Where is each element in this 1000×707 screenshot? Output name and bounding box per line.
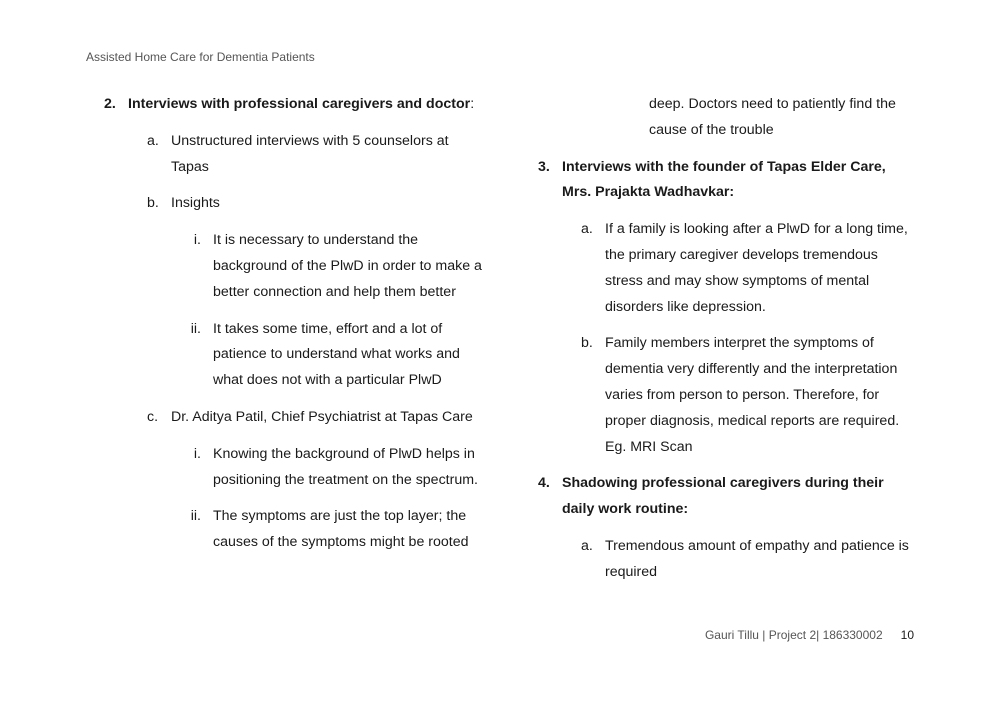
- list-marker: i.: [193, 232, 201, 249]
- list-marker: 2.: [104, 96, 116, 112]
- list-item-text: Tremendous amount of empathy and patience is required: [605, 537, 909, 580]
- list-marker: a.: [581, 537, 593, 554]
- list-marker: a.: [581, 221, 593, 238]
- list-item: [147, 405, 484, 431]
- list-item-text: Insights: [171, 195, 220, 212]
- page-number: 10: [900, 628, 914, 642]
- section-title: Shadowing professional caregivers during their daily work routine:: [562, 475, 884, 518]
- sub-list-item: [181, 228, 484, 305]
- sub-list-item: [181, 442, 484, 494]
- list-item: [147, 191, 484, 217]
- list-item: [147, 129, 484, 181]
- list-marker: b.: [147, 195, 159, 212]
- section-2: [104, 92, 484, 118]
- page-footer: [705, 628, 914, 642]
- continued-text: deep. Doctors need to patiently find the cause of the trouble: [649, 96, 896, 138]
- list-marker: 3.: [538, 158, 550, 175]
- list-item: [581, 331, 910, 460]
- list-item: [581, 217, 910, 320]
- list-item-text: It takes some time, effort and a lot of patience to understand what works and what does not with a particular PlwD: [213, 320, 460, 389]
- section-title-colon: :: [470, 96, 475, 112]
- list-marker: 4.: [538, 475, 550, 492]
- author-info: Gauri Tillu | Project 2| 186330002: [704, 628, 883, 642]
- list-item-text: Knowing the background of PlwD helps in positioning the treatment on the spectrum.: [213, 445, 478, 488]
- list-marker: i.: [193, 445, 201, 462]
- list-item-text: Family members interpret the symptoms of dementia very differently and the interpretation varies from person to person. Therefore, for proper diagnosis, medical reports are required. Eg. MRI Scan: [605, 335, 900, 455]
- list-marker: ii.: [190, 320, 201, 337]
- section-4: [538, 471, 910, 523]
- list-item-text: It is necessary to understand the background of the PlwD in order to make a better connection and help them better: [213, 232, 482, 300]
- list-marker: c.: [147, 408, 159, 425]
- list-item-text: If a family is looking after a PlwD for a long time, the primary caregiver develops tremendous stress and may show symptoms of mental disorders like depression.: [605, 221, 908, 315]
- list-item-text: The symptoms are just the top layer; the causes of the symptoms might be rooted: [213, 508, 469, 551]
- list-item-text: Unstructured interviews with 5 counselors at Tapas: [171, 132, 449, 175]
- list-item: [581, 534, 910, 586]
- section-title: Interviews with the founder of Tapas Elder Care, Mrs. Prajakta Wadhavkar:: [562, 158, 886, 201]
- sub-list-item: [181, 504, 484, 556]
- list-marker: a.: [147, 132, 159, 149]
- list-marker: b.: [581, 335, 593, 352]
- running-header: Assisted Home Care for Dementia Patients: [86, 50, 315, 64]
- sub-list-item: [181, 317, 484, 394]
- list-item-text: Dr. Aditya Patil, Chief Psychiatrist at Tapas Care: [171, 408, 473, 425]
- list-marker: ii.: [190, 508, 201, 525]
- section-3: [538, 155, 910, 207]
- left-column: [104, 92, 484, 567]
- right-column: [538, 92, 910, 597]
- section-title: Interviews with professional caregivers and doctor: [128, 96, 471, 112]
